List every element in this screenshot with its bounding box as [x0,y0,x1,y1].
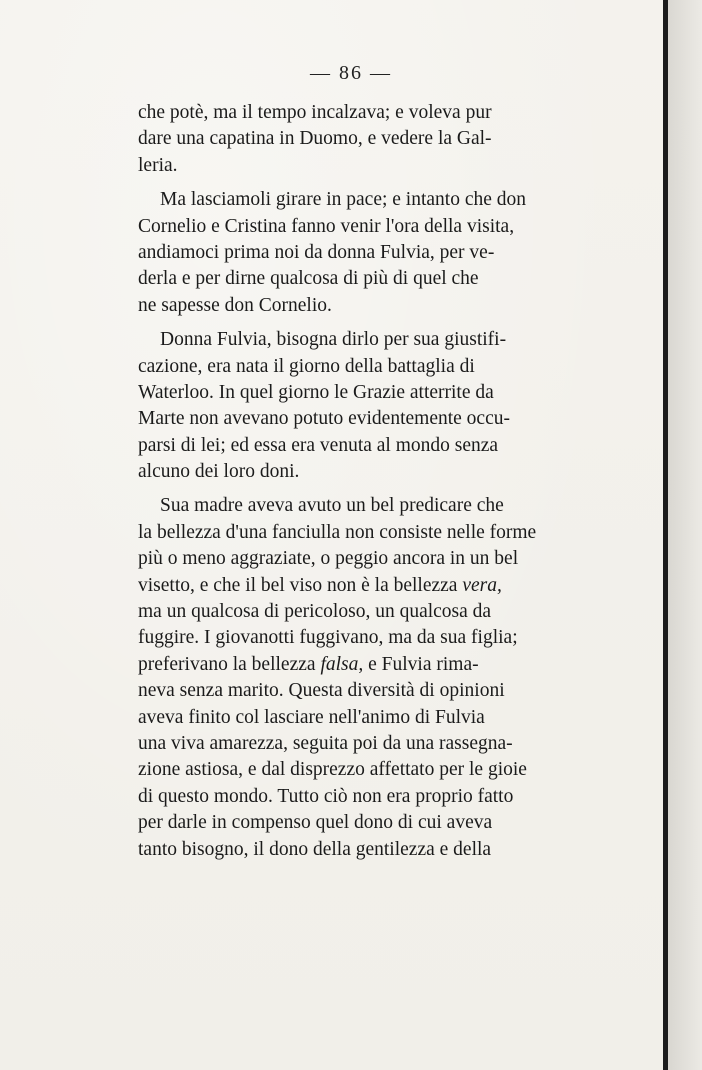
line-text: una viva amarezza, seguita poi da una rassegna- [138,732,513,754]
text-line [138,837,593,863]
line-text: ma un qualcosa di pericoloso, un qualcosa da [138,601,492,623]
text-line [138,433,593,459]
line-text: per darle in compenso quel dono di cui aveva [138,812,493,834]
line-text: che potè, ma il tempo incalzava; e voleva pur [138,102,492,123]
text-line [138,810,593,836]
line-text: la bellezza d'una fanciulla non consiste nelle forme [138,521,537,543]
italic-word: falsa, [320,653,364,675]
text-line [138,187,593,213]
line-text: Marte non avevano potuto evidentemente occu- [138,408,510,430]
text-line [138,214,593,240]
line-text: fuggire. I giovanotti fuggivano, ma da sua figlia; [138,627,518,649]
text-line [138,380,593,406]
text-line [138,266,593,292]
text-line [138,520,593,546]
text-line [138,493,593,519]
text-line [138,731,593,757]
line-text: Donna Fulvia, bisogna dirlo per sua giustifi- [160,329,507,351]
line-text: Waterloo. In quel giorno le Grazie atterrite da [138,381,494,403]
line-text: alcuno dei loro doni. [138,461,300,483]
body-text [138,100,593,863]
line-text: Cornelio e Cristina fanno venir l'ora della visita, [138,215,515,237]
line-text: Ma lasciamoli girare in pace; e intanto che don [160,189,527,211]
text-line [138,625,593,651]
text-line [138,240,593,266]
line-text: zione astiosa, e dal disprezzo affettato per le gioie [138,759,527,781]
line-text: leria. [138,154,178,176]
text-line [138,100,593,126]
line-text: più o meno aggraziate, o peggio ancora in un bel [138,548,519,570]
page-edge-shadow [668,0,702,1070]
line-text: andiamoci prima noi da donna Fulvia, per ve- [138,241,495,263]
text-line [138,573,593,599]
text-line [138,327,593,353]
text-line [138,406,593,432]
text-line [138,757,593,783]
text-line [138,784,593,810]
text-line [138,459,593,485]
line-text: visetto, e che il bel viso non è la bellezza [138,574,458,596]
text-line [138,126,593,152]
line-text: aveva finito col lasciare nell'animo di Fulvia [138,706,485,728]
italic-word: vera, [462,574,502,596]
page-number: — 86 — [310,62,392,84]
line-text: Sua madre aveva avuto un bel predicare che [160,495,504,517]
text-line [138,705,593,731]
line-text: di questo mondo. Tutto ciò non era proprio fatto [138,785,514,807]
line-text: derla e per dirne qualcosa di più di quel che [138,268,479,290]
text-line [138,293,593,319]
text-line [138,153,593,179]
text-line [138,599,593,625]
line-text: dare una capatina in Duomo, e vedere la Gal- [138,128,492,150]
line-text: e Fulvia rima- [368,653,479,675]
line-text: neva senza marito. Questa diversità di opinioni [138,680,505,702]
line-text: parsi di lei; ed essa era venuta al mondo senza [138,434,499,456]
line-text: tanto bisogno, il dono della gentilezza e della [138,838,492,860]
text-line [138,652,593,678]
line-text: preferivano la bellezza [138,653,316,675]
text-line [138,678,593,704]
line-text: ne sapesse don Cornelio. [138,294,332,316]
text-line [138,546,593,572]
book-spine-edge [663,0,668,1070]
text-line [138,354,593,380]
line-text: cazione, era nata il giorno della battaglia di [138,355,475,377]
